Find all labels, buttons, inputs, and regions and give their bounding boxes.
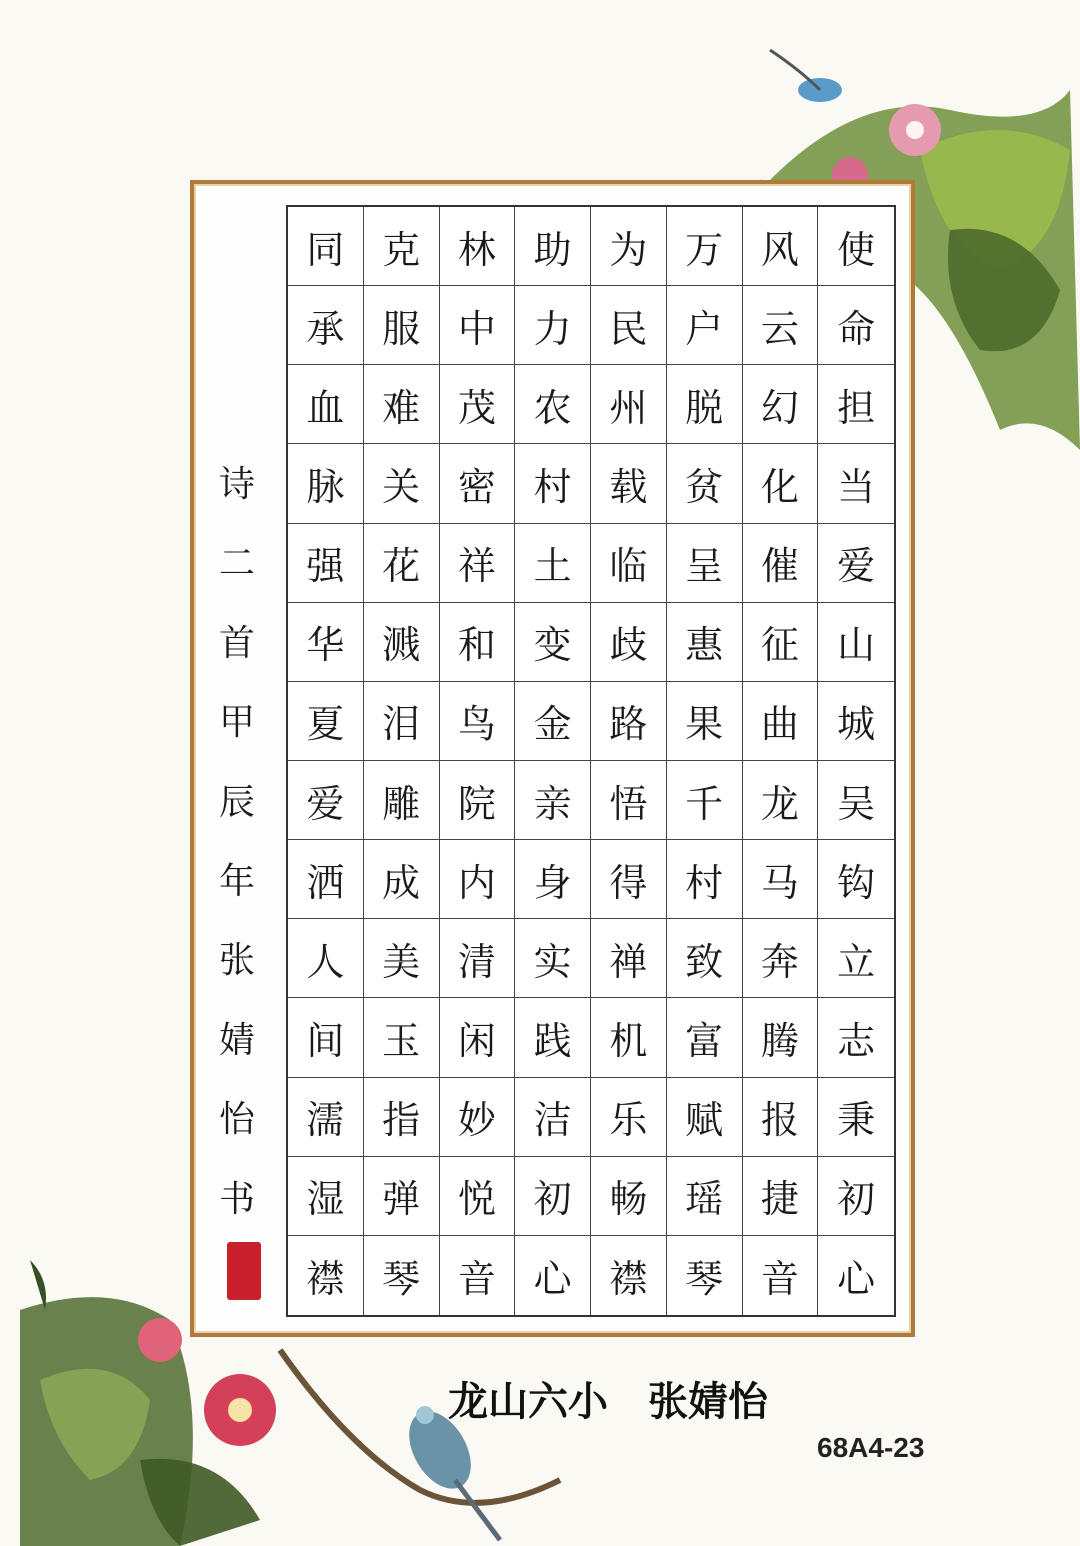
grid-cell: 初 xyxy=(515,1157,591,1236)
grid-cell: 路 xyxy=(591,682,667,761)
character-grid xyxy=(286,205,896,1317)
grid-cell: 湿 xyxy=(288,1157,364,1236)
grid-cell: 吴 xyxy=(818,761,894,840)
grid-cell: 指 xyxy=(364,1078,440,1157)
grid-cell: 得 xyxy=(591,840,667,919)
grid-cell: 使 xyxy=(818,207,894,286)
grid-cell: 同 xyxy=(288,207,364,286)
grid-cell: 腾 xyxy=(743,998,819,1077)
grid-cell: 襟 xyxy=(591,1236,667,1315)
grid-cell: 玉 xyxy=(364,998,440,1077)
grid-cell: 变 xyxy=(515,603,591,682)
grid-cell: 城 xyxy=(818,682,894,761)
grid-cell: 临 xyxy=(591,524,667,603)
grid-cell: 户 xyxy=(667,286,743,365)
grid-cell: 助 xyxy=(515,207,591,286)
grid-cell: 奔 xyxy=(743,919,819,998)
grid-cell: 克 xyxy=(364,207,440,286)
grid-cell: 妙 xyxy=(440,1078,516,1157)
grid-cell: 血 xyxy=(288,365,364,444)
grid-cell: 乐 xyxy=(591,1078,667,1157)
grid-cell: 捷 xyxy=(743,1157,819,1236)
grid-cell: 赋 xyxy=(667,1078,743,1157)
grid-cell: 内 xyxy=(440,840,516,919)
grid-cell: 琴 xyxy=(667,1236,743,1315)
grid-cell: 幻 xyxy=(743,365,819,444)
grid-cell: 志 xyxy=(818,998,894,1077)
grid-cell: 清 xyxy=(440,919,516,998)
grid-cell: 当 xyxy=(818,444,894,523)
grid-cell: 龙 xyxy=(743,761,819,840)
grid-cell: 马 xyxy=(743,840,819,919)
grid-cell: 美 xyxy=(364,919,440,998)
grid-cell: 云 xyxy=(743,286,819,365)
grid-cell: 服 xyxy=(364,286,440,365)
grid-cell: 禅 xyxy=(591,919,667,998)
grid-cell: 富 xyxy=(667,998,743,1077)
inscription-column xyxy=(214,445,260,1239)
grid-cell: 金 xyxy=(515,682,591,761)
grid-cell: 征 xyxy=(743,603,819,682)
inscription-char: 辰 xyxy=(218,781,255,823)
grid-cell: 力 xyxy=(515,286,591,365)
grid-cell: 州 xyxy=(591,365,667,444)
grid-cell: 鸟 xyxy=(440,682,516,761)
grid-cell: 瑶 xyxy=(667,1157,743,1236)
grid-cell: 亲 xyxy=(515,761,591,840)
grid-cell: 报 xyxy=(743,1078,819,1157)
grid-cell: 院 xyxy=(440,761,516,840)
grid-cell: 山 xyxy=(818,603,894,682)
grid-cell: 催 xyxy=(743,524,819,603)
grid-cell: 机 xyxy=(591,998,667,1077)
grid-cell: 祥 xyxy=(440,524,516,603)
grid-cell: 命 xyxy=(818,286,894,365)
grid-cell: 洁 xyxy=(515,1078,591,1157)
grid-cell: 实 xyxy=(515,919,591,998)
author-caption: 龙山六小 张婧怡 xyxy=(448,1379,768,1425)
inscription-char: 甲 xyxy=(218,702,255,744)
grid-cell: 承 xyxy=(288,286,364,365)
grid-cell: 成 xyxy=(364,840,440,919)
grid-cell: 身 xyxy=(515,840,591,919)
inscription-char: 年 xyxy=(218,860,255,902)
grid-cell: 惠 xyxy=(667,603,743,682)
grid-cell: 间 xyxy=(288,998,364,1077)
grid-cell: 悦 xyxy=(440,1157,516,1236)
grid-cell: 化 xyxy=(743,444,819,523)
grid-cell: 土 xyxy=(515,524,591,603)
grid-cell: 民 xyxy=(591,286,667,365)
grid-cell: 音 xyxy=(743,1236,819,1315)
document-code: 68A4-23 xyxy=(817,1432,925,1463)
grid-cell: 曲 xyxy=(743,682,819,761)
grid-cell: 茂 xyxy=(440,365,516,444)
grid-cell: 呈 xyxy=(667,524,743,603)
grid-cell: 农 xyxy=(515,365,591,444)
grid-cell: 琴 xyxy=(364,1236,440,1315)
grid-cell: 人 xyxy=(288,919,364,998)
inscription-char: 诗 xyxy=(218,464,255,505)
grid-cell: 林 xyxy=(440,207,516,286)
grid-cell: 音 xyxy=(440,1236,516,1315)
grid-cell: 歧 xyxy=(591,603,667,682)
grid-cell: 风 xyxy=(743,207,819,286)
grid-cell: 初 xyxy=(818,1157,894,1236)
grid-cell: 担 xyxy=(818,365,894,444)
grid-cell: 中 xyxy=(440,286,516,365)
grid-cell: 万 xyxy=(667,207,743,286)
grid-cell: 脉 xyxy=(288,444,364,523)
grid-cell: 襟 xyxy=(288,1236,364,1315)
grid-cell: 华 xyxy=(288,603,364,682)
grid-cell: 悟 xyxy=(591,761,667,840)
grid-cell: 溅 xyxy=(364,603,440,682)
inscription-char: 首 xyxy=(218,622,255,664)
grid-cell: 千 xyxy=(667,761,743,840)
grid-cell: 爱 xyxy=(288,761,364,840)
grid-cell: 村 xyxy=(667,840,743,919)
grid-cell: 钩 xyxy=(818,840,894,919)
grid-cell: 密 xyxy=(440,444,516,523)
grid-cell: 致 xyxy=(667,919,743,998)
grid-cell: 雕 xyxy=(364,761,440,840)
grid-cell: 洒 xyxy=(288,840,364,919)
grid-cell: 村 xyxy=(515,444,591,523)
grid-cell: 脱 xyxy=(667,365,743,444)
grid-cell: 关 xyxy=(364,444,440,523)
grid-cell: 果 xyxy=(667,682,743,761)
grid-cell: 濡 xyxy=(288,1078,364,1157)
grid-cell: 践 xyxy=(515,998,591,1077)
grid-cell: 夏 xyxy=(288,682,364,761)
inscription-char: 怡 xyxy=(218,1099,255,1141)
inscription-char: 婧 xyxy=(218,1019,255,1061)
grid-cell: 心 xyxy=(515,1236,591,1315)
grid-cell: 强 xyxy=(288,524,364,603)
grid-cell: 立 xyxy=(818,919,894,998)
grid-cell: 花 xyxy=(364,524,440,603)
grid-cell: 泪 xyxy=(364,682,440,761)
grid-cell: 闲 xyxy=(440,998,516,1077)
grid-cell: 难 xyxy=(364,365,440,444)
inscription-char: 张 xyxy=(218,940,255,982)
grid-cell: 心 xyxy=(837,1256,876,1301)
inscription-char: 书 xyxy=(218,1178,255,1220)
grid-cell: 弹 xyxy=(364,1157,440,1236)
grid-cell: 载 xyxy=(591,444,667,523)
grid-cell: 贫 xyxy=(667,444,743,523)
grid-cell: 爱 xyxy=(818,524,894,603)
grid-cell: 和 xyxy=(440,603,516,682)
inscription-char: 二 xyxy=(218,543,255,585)
grid-cell: 秉 xyxy=(818,1078,894,1157)
grid-cell: 畅 xyxy=(591,1157,667,1236)
red-seal-stamp xyxy=(227,1242,261,1300)
grid-cell: 为 xyxy=(591,207,667,286)
